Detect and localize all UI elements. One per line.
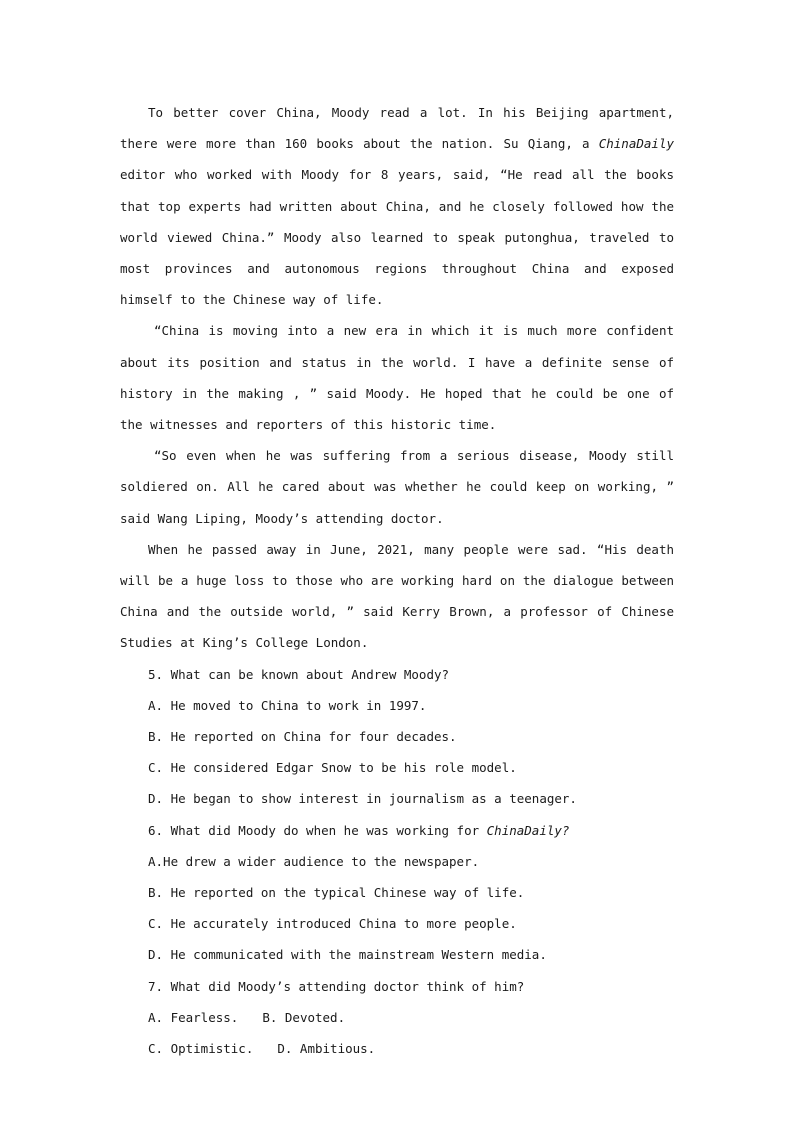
question-6-option-c: C. He accurately introduced China to more people.: [148, 916, 517, 932]
question-5-stem: 5. What can be known about Andrew Moody?: [148, 666, 450, 682]
question-7-option-d: D. Ambitious.: [277, 1041, 376, 1057]
paragraph-1-text-end: editor who worked with Moody for 8 years, said, “He read all the books that top experts had written about China, and he closely followed how the world viewed China.” Moody also learned to speak putonghua, traveled to most provinces and autonomous regions throughout China and exposed himself to the Chinese way of life.: [120, 167, 674, 308]
question-6-stem: [120, 815, 674, 846]
paragraph-3: “So even when he was suffering from a serious disease, Moody still soldiered on. All he cared about was whether he could keep on working, ” said Wang Liping, Moody’s attending doctor.: [120, 448, 674, 526]
newspaper-name: ChinaDaily: [598, 136, 674, 152]
question-7-options-row-1: [120, 1002, 674, 1033]
paragraph-1-text-start: To better cover China, Moody read a lot. In his Beijing apartment, there were more than 160 books about the nation. Su Qiang, a: [120, 105, 674, 152]
question-7-option-a: A. Fearless.: [148, 1009, 239, 1025]
question-6-stem-text: 6. What did Moody do when he was working for: [148, 822, 487, 838]
paragraph-2: “China is moving into a new era in which it is much more confident about its position and status in the world. I have a definite sense of history in the making , ” said Moody. He hoped that he could be one of the witnesses and reporters of this historic time.: [120, 323, 674, 433]
question-5-option-b: B. He reported on China for four decades.: [148, 729, 457, 745]
question-5-option-a: A. He moved to China to work in 1997.: [148, 697, 427, 713]
question-5-option-c: C. He considered Edgar Snow to be his role model.: [148, 760, 517, 776]
question-7-options-row-2: [120, 1033, 674, 1064]
document-page: [120, 97, 674, 1064]
question-7-option-c: C. Optimistic.: [148, 1041, 254, 1057]
question-6-option-a: A.He drew a wider audience to the newspaper.: [148, 853, 480, 869]
paragraph-4: When he passed away in June, 2021, many people were sad. “His death will be a huge loss to those who are working hard on the dialogue between China and the outside world, ” said Kerry Brown, a professor of Chinese Studies at King’s College London.: [120, 541, 674, 651]
question-7-option-b: B. Devoted.: [262, 1009, 346, 1025]
question-7-stem: 7. What did Moody’s attending doctor think of him?: [148, 978, 525, 994]
question-6-option-b: B. He reported on the typical Chinese way of life.: [148, 885, 525, 901]
question-6-option-d: D. He communicated with the mainstream Western media.: [148, 947, 547, 963]
paragraph-1: [120, 97, 674, 315]
question-6-newspaper-name: ChinaDaily?: [486, 822, 570, 838]
question-5-option-d: D. He began to show interest in journalism as a teenager.: [148, 791, 577, 807]
